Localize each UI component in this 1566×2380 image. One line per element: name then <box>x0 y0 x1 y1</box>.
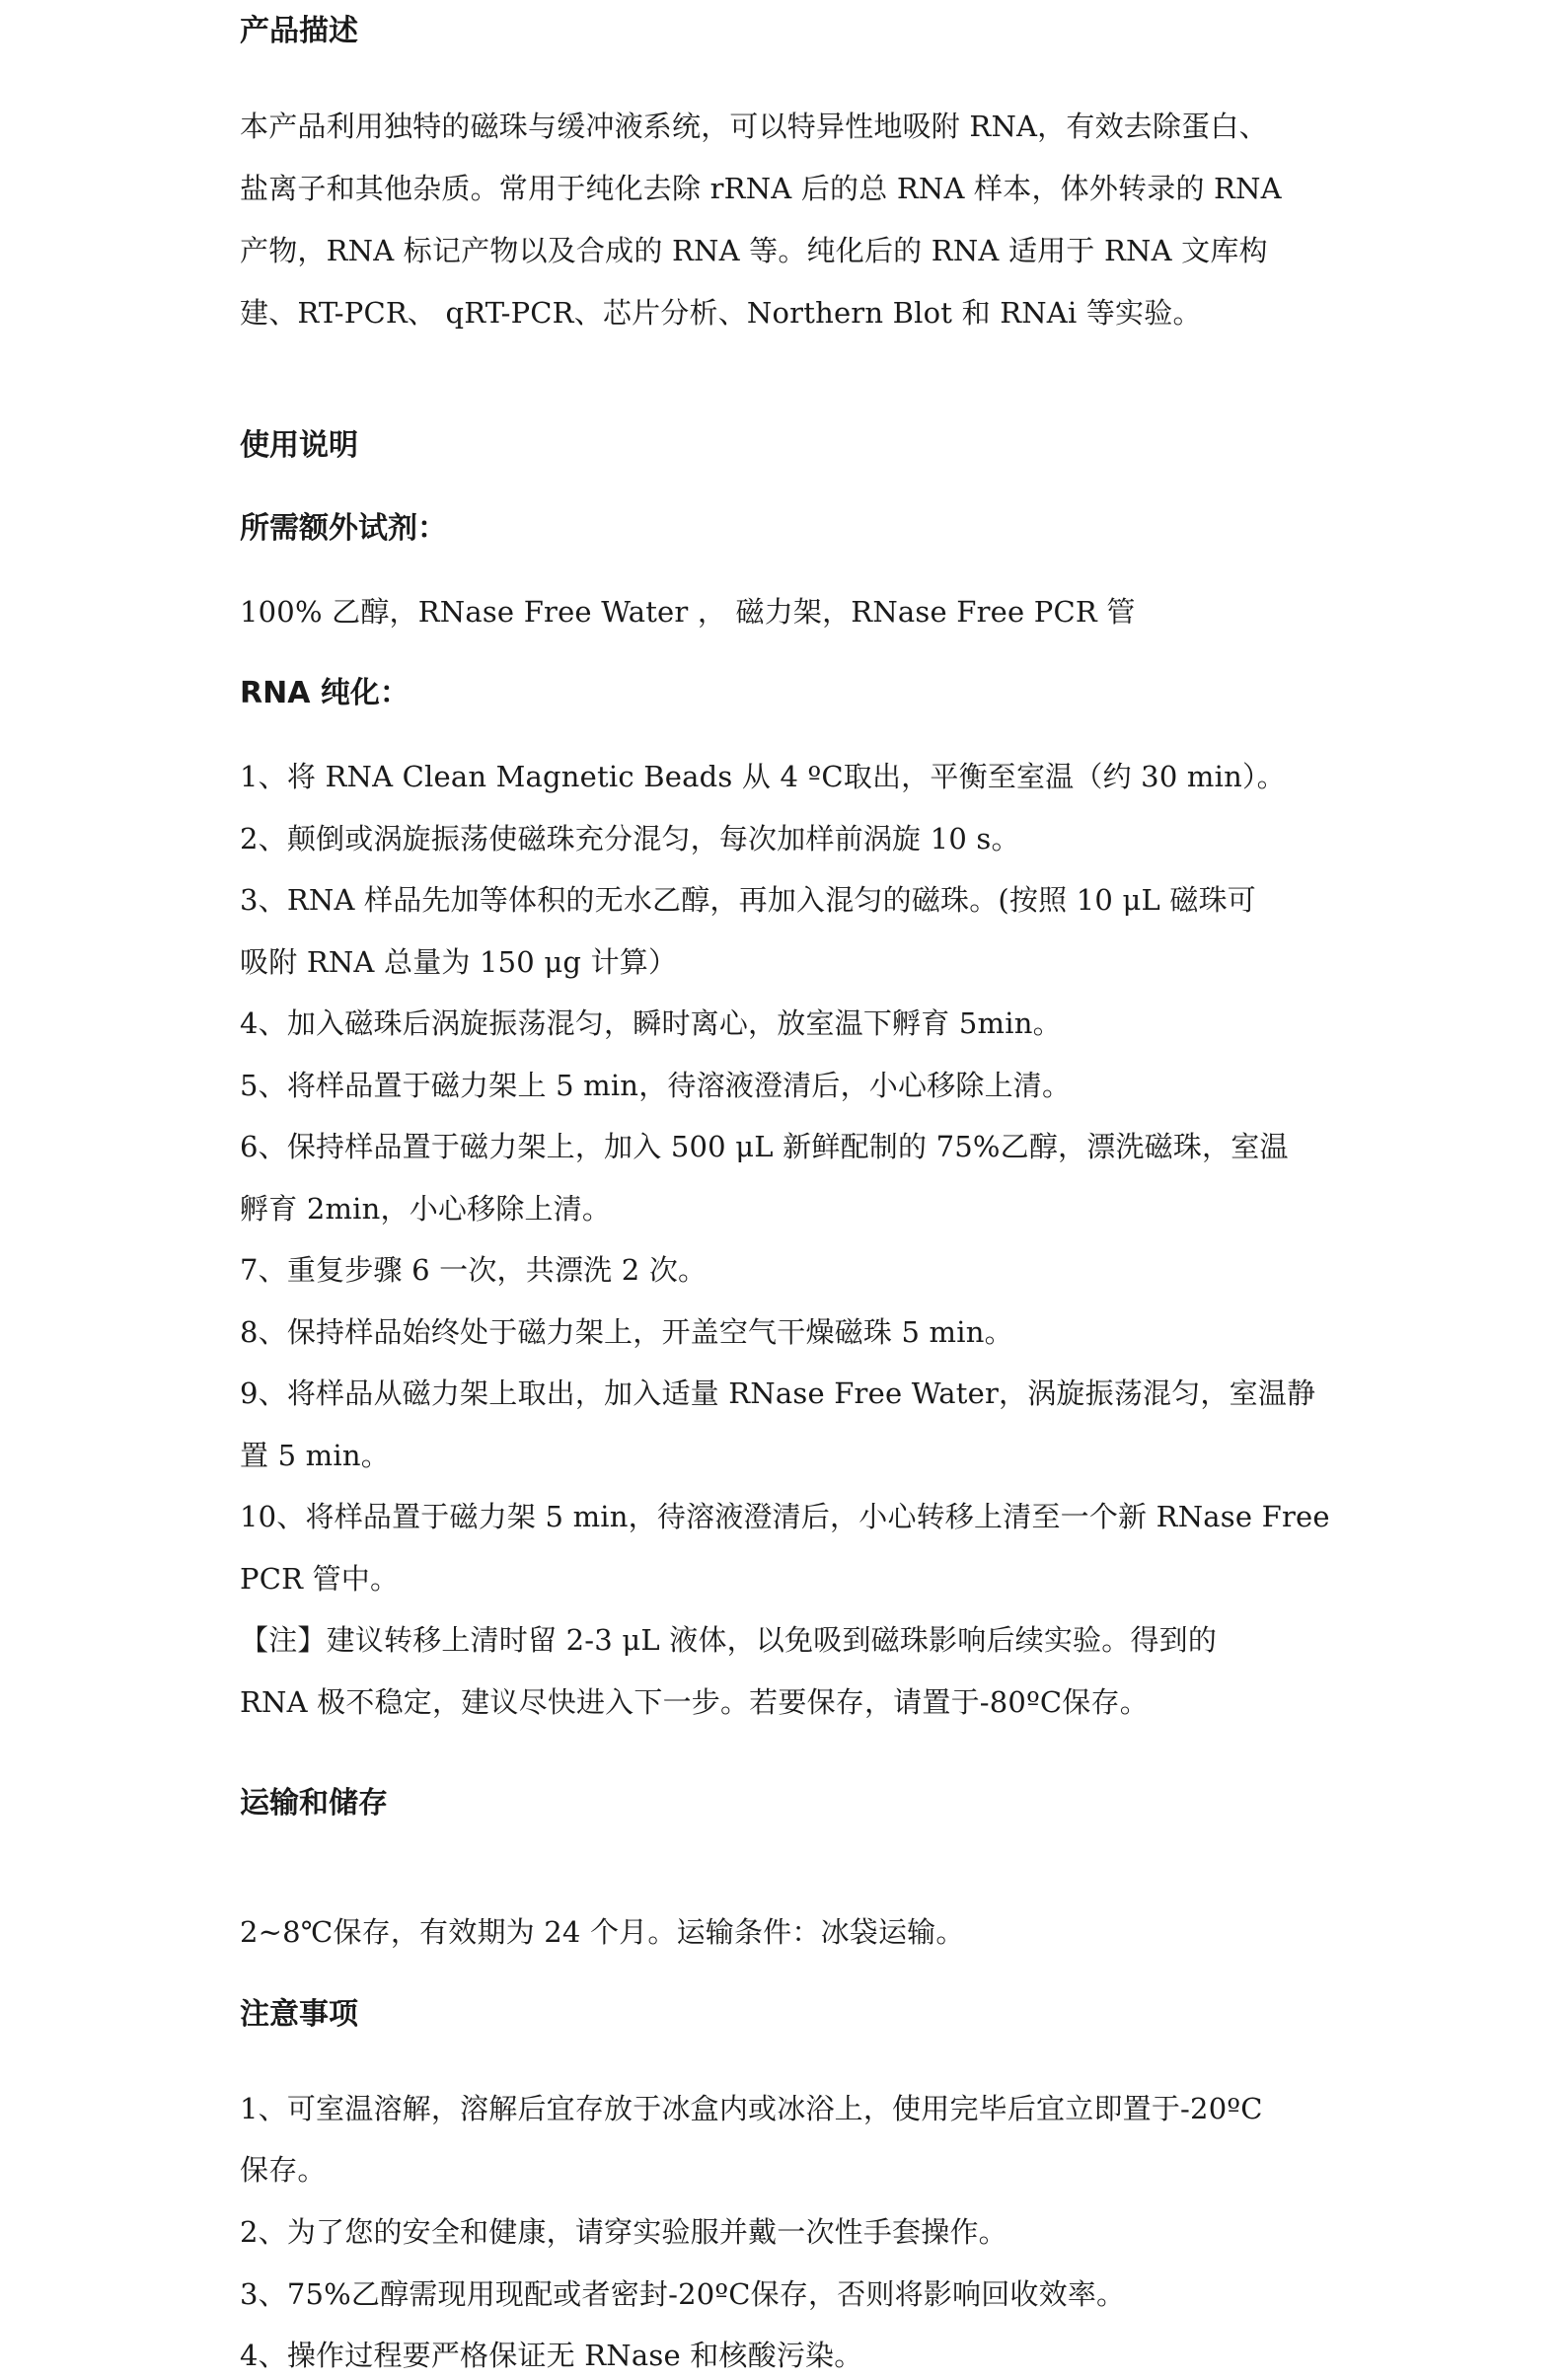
step-line: 6、保持样品置于磁力架上，加入 500 μL 新鲜配制的 75%乙醇，漂洗磁珠，室温 <box>240 1130 1289 1163</box>
step-line: 置 5 min。 <box>240 1439 390 1472</box>
section-heading-description: 产品描述 <box>240 14 358 48</box>
step-line: 4、加入磁珠后涡旋振荡混匀，瞬时离心，放室温下孵育 5min。 <box>240 1006 1062 1040</box>
reagents-heading: 所需额外试剂： <box>240 511 447 546</box>
step-line: 5、将样品置于磁力架上 5 min，待溶液澄清后，小心移除上清。 <box>240 1069 1072 1102</box>
description-line: 建、RT-PCR、 qRT-PCR、芯片分析、Northern Blot 和 RNAi 等实验。 <box>240 296 1202 330</box>
description-line: 产物，RNA 标记产物以及合成的 RNA 等。纯化后的 RNA 适用于 RNA 文库构 <box>240 234 1268 267</box>
step-line: 8、保持样品始终处于磁力架上，开盖空气干燥磁珠 5 min。 <box>240 1315 1013 1349</box>
step-line: 孵育 2min，小心移除上清。 <box>240 1192 612 1226</box>
description-line: 盐离子和其他杂质。常用于纯化去除 rRNA 后的总 RNA 样本，体外转录的 RNA <box>240 172 1282 205</box>
reagents-line: 100% 乙醇，RNase Free Water ， 磁力架，RNase Free PCR 管 <box>240 595 1136 629</box>
storage-line: 2~8℃保存，有效期为 24 个月。运输条件：冰袋运输。 <box>240 1915 965 1949</box>
notes-line: 1、可室温溶解，溶解后宜存放于冰盒内或冰浴上，使用完毕后宜立即置于-20ºC <box>240 2092 1263 2125</box>
step-line: 7、重复步骤 6 一次，共漂洗 2 次。 <box>240 1253 708 1287</box>
step-line: 9、将样品从磁力架上取出，加入适量 RNase Free Water，涡旋振荡混匀，室温静 <box>240 1376 1316 1410</box>
section-heading-usage: 使用说明 <box>240 428 358 463</box>
notes-line: 3、75%乙醇需现用现配或者密封-20ºC保存，否则将影响回收效率。 <box>240 2277 1126 2311</box>
purification-heading: RNA 纯化： <box>240 676 410 710</box>
step-line: 吸附 RNA 总量为 150 μg 计算） <box>240 945 678 979</box>
section-heading-storage: 运输和储存 <box>240 1786 388 1821</box>
notes-line: 4、操作过程要严格保证无 RNase 和核酸污染。 <box>240 2339 863 2372</box>
step-line: 3、RNA 样品先加等体积的无水乙醇，再加入混匀的磁珠。(按照 10 μL 磁珠可 <box>240 883 1256 917</box>
step-line: 1、将 RNA Clean Magnetic Beads 从 4 ºC取出，平衡至室温（约 30 min）。 <box>240 760 1286 793</box>
description-line: 本产品利用独特的磁珠与缓冲液系统，可以特异性地吸附 RNA，有效去除蛋白、 <box>240 110 1268 143</box>
note-line: 【注】建议转移上清时留 2-3 μL 液体，以免吸到磁珠影响后续实验。得到的 <box>240 1623 1218 1657</box>
section-heading-notes: 注意事项 <box>240 1997 358 2032</box>
step-line: PCR 管中。 <box>240 1562 400 1596</box>
step-line: 2、颠倒或涡旋振荡使磁珠充分混匀，每次加样前涡旋 10 s。 <box>240 822 1020 855</box>
notes-line: 保存。 <box>240 2153 327 2187</box>
step-line: 10、将样品置于磁力架 5 min，待溶液澄清后，小心转移上清至一个新 RNase Free <box>240 1500 1330 1533</box>
note-line: RNA 极不稳定，建议尽快进入下一步。若要保存，请置于-80ºC保存。 <box>240 1685 1149 1719</box>
notes-line: 2、为了您的安全和健康，请穿实验服并戴一次性手套操作。 <box>240 2215 1007 2249</box>
